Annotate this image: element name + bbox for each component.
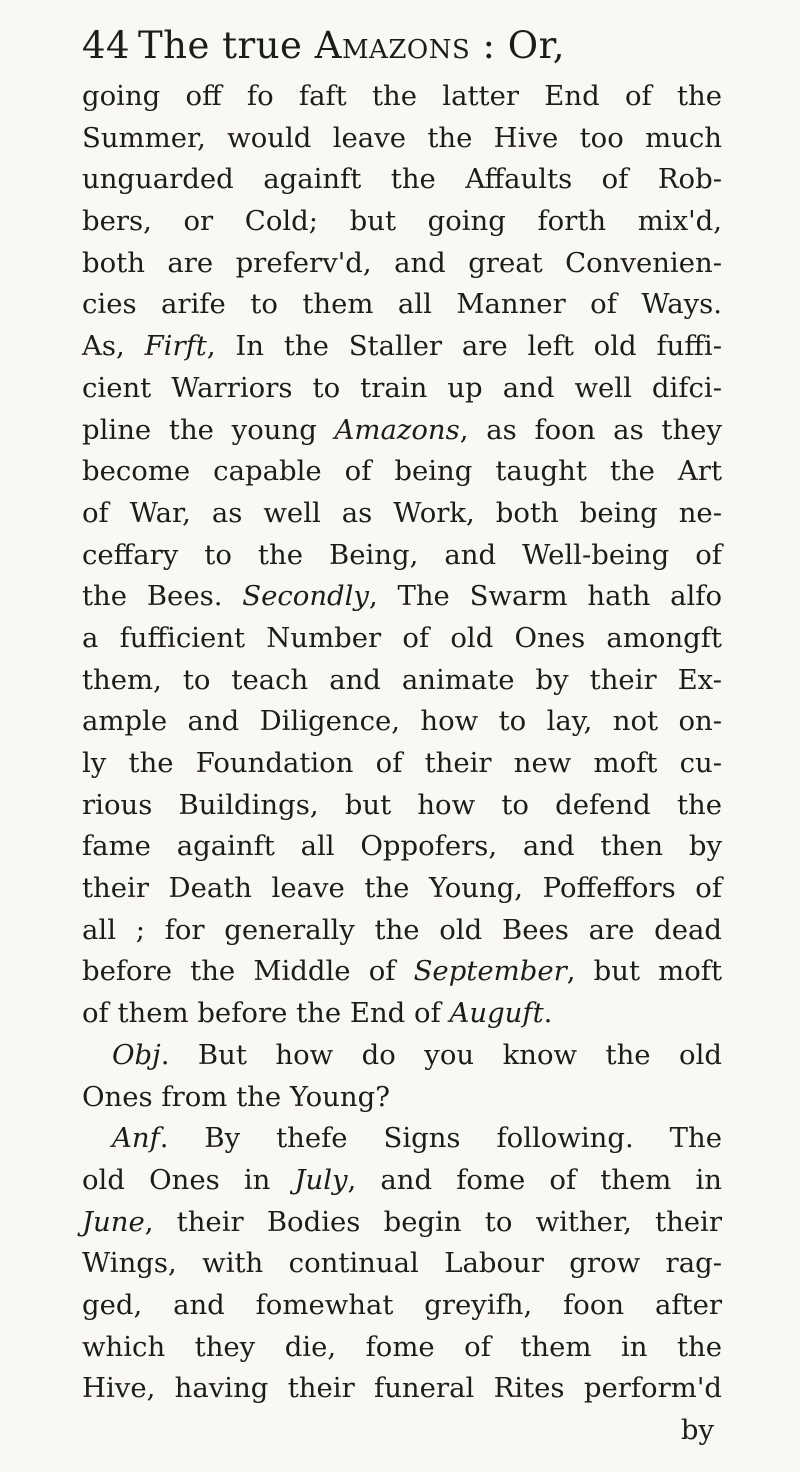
text-line xyxy=(82,826,722,868)
text-run: both are preferv'd, and great Convenien- xyxy=(82,246,722,279)
text-run: , but moft xyxy=(566,955,722,988)
text-run: , and fome of them in xyxy=(347,1163,722,1196)
text-run: cies arife to them all Manner of Ways. xyxy=(82,288,722,321)
italic-text: Obj xyxy=(112,1038,161,1071)
text-run: rious Buildings, but how to defend the xyxy=(82,788,722,821)
text-run: , In the Staller are left old fuffi- xyxy=(206,330,722,363)
italic-text: June xyxy=(82,1205,145,1238)
text-line xyxy=(82,743,722,785)
italic-text: September xyxy=(413,955,567,988)
text-line xyxy=(82,368,722,410)
text-run: all ; for generally the old Bees are dead xyxy=(82,913,722,946)
text-run: . But how do you know the old xyxy=(160,1038,722,1071)
text-run: ly the Foundation of their new moft cu- xyxy=(82,747,722,779)
text-run: , as foon as they xyxy=(459,413,722,446)
text-line xyxy=(82,410,722,452)
italic-text: Amazons xyxy=(334,413,460,446)
text-line xyxy=(82,1160,722,1202)
text-line xyxy=(82,243,722,285)
catchword: by xyxy=(680,1414,714,1446)
text-line xyxy=(82,326,722,368)
text-line xyxy=(82,76,722,118)
header-title-smallcaps: Amazons xyxy=(314,24,471,67)
text-line xyxy=(82,284,722,326)
text-run: pline the young xyxy=(82,413,335,446)
text-line xyxy=(82,535,722,577)
text-run: ample and Diligence, how to lay, not on- xyxy=(82,705,722,738)
text-run: . By thefe Signs following. The xyxy=(159,1122,722,1155)
text-run: ged, and fomewhat greyifh, foon after xyxy=(82,1288,722,1321)
text-run: before the Middle of xyxy=(82,955,414,988)
text-run: ceffary to the Being, and Well-being of xyxy=(82,538,722,571)
italic-text: Anf xyxy=(112,1122,160,1155)
text-run: . xyxy=(543,997,553,1030)
text-run: As, xyxy=(82,330,145,363)
text-line xyxy=(82,660,722,702)
header-title-start: The true xyxy=(138,24,303,67)
text-line xyxy=(82,576,722,618)
text-run: Ones from the Young? xyxy=(82,1080,390,1113)
text-run: the Bees. xyxy=(82,580,243,613)
italic-text: July xyxy=(294,1163,348,1196)
text-run: fame againft all Oppofers, and then by xyxy=(82,830,722,863)
text-line xyxy=(82,1327,722,1369)
header-title-end: : Or, xyxy=(482,24,565,67)
italic-text: Firft xyxy=(144,330,207,363)
text-line xyxy=(82,951,722,993)
text-run: Wings, with continual Labour grow rag- xyxy=(82,1247,722,1280)
text-line xyxy=(82,910,722,952)
text-line xyxy=(82,159,722,201)
text-run: their Death leave the Young, Poffeffors of xyxy=(82,872,722,905)
text-line xyxy=(82,493,722,535)
text-line xyxy=(82,701,722,743)
text-run: Summer, would leave the Hive too much xyxy=(82,121,722,154)
text-run: going off fo faft the latter End of the xyxy=(82,80,722,112)
text-run: , The Swarm hath alfo xyxy=(368,580,723,613)
text-run: , their Bodies begin to wither, their xyxy=(144,1205,722,1238)
text-line xyxy=(82,1243,722,1285)
text-line xyxy=(82,618,722,660)
text-line xyxy=(82,785,722,827)
body-text xyxy=(82,76,722,1452)
text-line xyxy=(82,1285,722,1327)
italic-text: Auguft xyxy=(449,997,544,1030)
text-run: unguarded againft the Affaults of Rob- xyxy=(82,163,722,196)
text-line xyxy=(82,1035,722,1077)
text-run: cient Warriors to train up and well difci- xyxy=(82,371,722,404)
text-run: which they die, fome of them in the xyxy=(82,1330,722,1363)
text-line xyxy=(82,1118,722,1160)
text-run: bers, or Cold; but going forth mix'd, xyxy=(82,205,722,238)
running-header xyxy=(82,18,722,74)
text-line xyxy=(82,201,722,243)
text-line xyxy=(82,118,722,160)
text-line xyxy=(82,1077,722,1119)
catchword-line xyxy=(82,1410,722,1452)
text-line xyxy=(82,1368,722,1410)
text-run: them, to teach and animate by their Ex- xyxy=(82,663,722,696)
text-run: of them before the End of xyxy=(82,997,450,1030)
italic-text: Secondly xyxy=(242,580,369,613)
text-line xyxy=(82,451,722,493)
text-run: Hive, having their funeral Rites perform'd xyxy=(82,1372,722,1405)
text-run: old Ones in xyxy=(82,1163,295,1196)
text-run: of War, as well as Work, both being ne- xyxy=(82,496,722,529)
text-line xyxy=(82,868,722,910)
text-line xyxy=(82,993,722,1035)
text-line xyxy=(82,1202,722,1244)
text-run: become capable of being taught the Art xyxy=(82,455,722,488)
page-number: 44 xyxy=(82,24,131,67)
text-run: a fufficient Number of old Ones amongft xyxy=(82,621,722,654)
